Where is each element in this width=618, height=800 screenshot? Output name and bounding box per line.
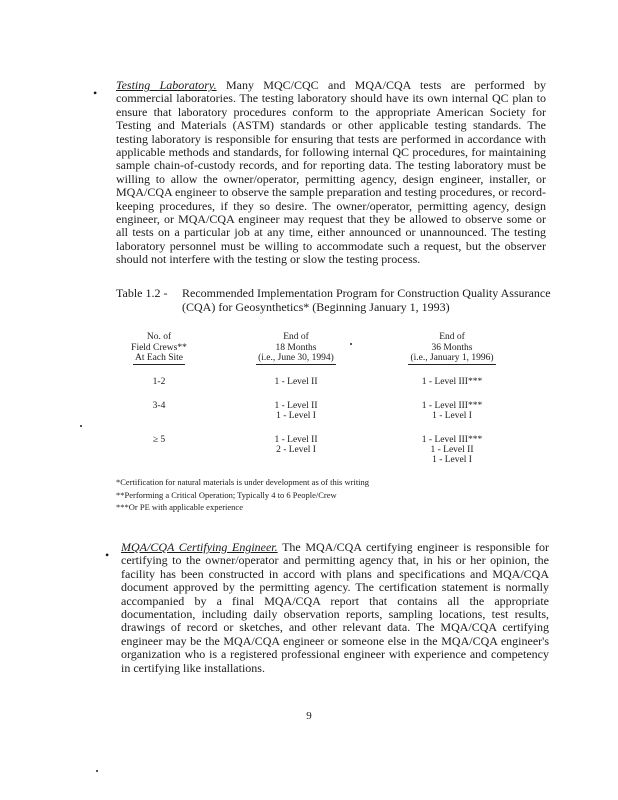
cell-36-months [374, 365, 530, 387]
footnote: **Performing a Critical Operation; Typically 4 to 6 People/Crew [116, 489, 337, 500]
table-caption-line1: Recommended Implementation Program for Construction Quality Assurance [182, 286, 551, 300]
header-line: 36 Months [431, 342, 473, 353]
table-caption-label: Table 1.2 - [116, 286, 168, 300]
cell-line: 1 - Level III*** [421, 376, 483, 387]
cell-line: 1 - Level III*** [421, 434, 483, 445]
cell-line: 1 - Level II [274, 400, 318, 411]
page-number: 9 [306, 710, 312, 722]
header-line: At Each Site [134, 353, 183, 363]
table-row [100, 387, 530, 421]
cell-line: 2 - Level I [276, 444, 316, 455]
cell-line: 1 - Level I [276, 410, 316, 421]
cell-line: 1 - Level III*** [421, 400, 483, 411]
testing-laboratory-paragraph [116, 79, 546, 267]
header-line: 18 Months [275, 342, 317, 353]
cell-crews: 3-4 [152, 400, 166, 411]
footnote: ***Or PE with applicable experience [116, 502, 243, 512]
header-18-months [218, 332, 374, 365]
cell-line: 1 - Level II [274, 376, 318, 387]
cell-18-months [218, 421, 374, 465]
cell-line: 1 - Level II [430, 444, 474, 455]
implementation-program-table [100, 332, 530, 465]
cell-line: 1 - Level I [432, 410, 472, 421]
scan-speck [350, 343, 352, 345]
cell-36-months [374, 387, 530, 421]
table-header-row [100, 332, 530, 365]
cell-18-months [218, 387, 374, 421]
bullet-marker: • [93, 86, 98, 100]
cell-crews: 1-2 [152, 376, 166, 387]
header-line: Field Crews** [131, 342, 187, 353]
header-field-crews [100, 332, 218, 365]
footnote: *Certification for natural materials is under development as of this writing [116, 477, 370, 487]
cell-line: 1 - Level I [432, 454, 472, 465]
header-line: (i.e., June 30, 1994) [258, 353, 334, 363]
certifying-engineer-heading: MQA/CQA Certifying Engineer. [121, 540, 278, 554]
header-36-months [374, 332, 530, 365]
testing-laboratory-heading: Testing Laboratory. [116, 78, 217, 92]
header-line: End of [439, 332, 465, 342]
header-line: (i.e., January 1, 1996) [410, 353, 494, 363]
cell-36-months [374, 421, 530, 465]
table-footnotes [116, 476, 369, 514]
table-row [100, 421, 530, 465]
bullet-marker: • [105, 548, 110, 562]
header-line: No. of [146, 332, 172, 342]
header-line: End of [283, 332, 309, 342]
table-row [100, 365, 530, 387]
cell-crews: ≥ 5 [152, 434, 166, 445]
scan-speck [96, 770, 98, 772]
table-caption-line2: (CQA) for Geosynthetics* (Beginning January 1, 1993) [182, 300, 450, 314]
cell-line: 1 - Level II [274, 434, 318, 445]
testing-laboratory-body: Many MQC/CQC and MQA/CQA tests are performed by commercial laboratories. The testing laboratory should have its own internal QC plan to ensure that laboratory procedures conform to the appropriate American Society for Testing and Materials (ASTM) standards or other applicable testing standards. The testing laboratory is responsible for ensuring that tests are performed in accordance with applicable methods and standards, for following internal QC procedures, for maintaining sample chain-of-custody records, and for reporting data. The testing laboratory must be willing to allow the owner/operator, permitting agency, design engineer, installer, or MQA/CQA engineer to observe the sample preparation and testing procedures, or record-keeping procedures, if they so desire. The owner/operator, permitting agency, design engineer, or MQA/CQA engineer may request that they be allowed to observe some or all tests on a particular job at any time, either announced or unannounced. The testing laboratory personnel must be willing to accommodate such a request, but the observer should not interfere with the testing or slow the testing process. [116, 78, 547, 267]
certifying-engineer-paragraph [121, 541, 549, 675]
certifying-engineer-body: The MQA/CQA certifying engineer is responsible for certifying to the owner/operator and permitting agency that, in his or her opinion, the facility has been constructed in accord with plans and specifications and MQA/CQA document approved by the permitting agency. The certification statement is normally accompanied by a final MQA/CQA report that contains all the appropriate documentation, including daily observation reports, sampling locations, test results, drawings of record or sketches, and other relevant data. The MQA/CQA certifying engineer may be the MQA/CQA engineer or someone else in the MQA/CQA engineer's organization who is a registered professional engineer with experience and competency in certifying like installations. [121, 540, 549, 675]
scan-speck [80, 425, 82, 427]
cell-18-months [218, 365, 374, 387]
